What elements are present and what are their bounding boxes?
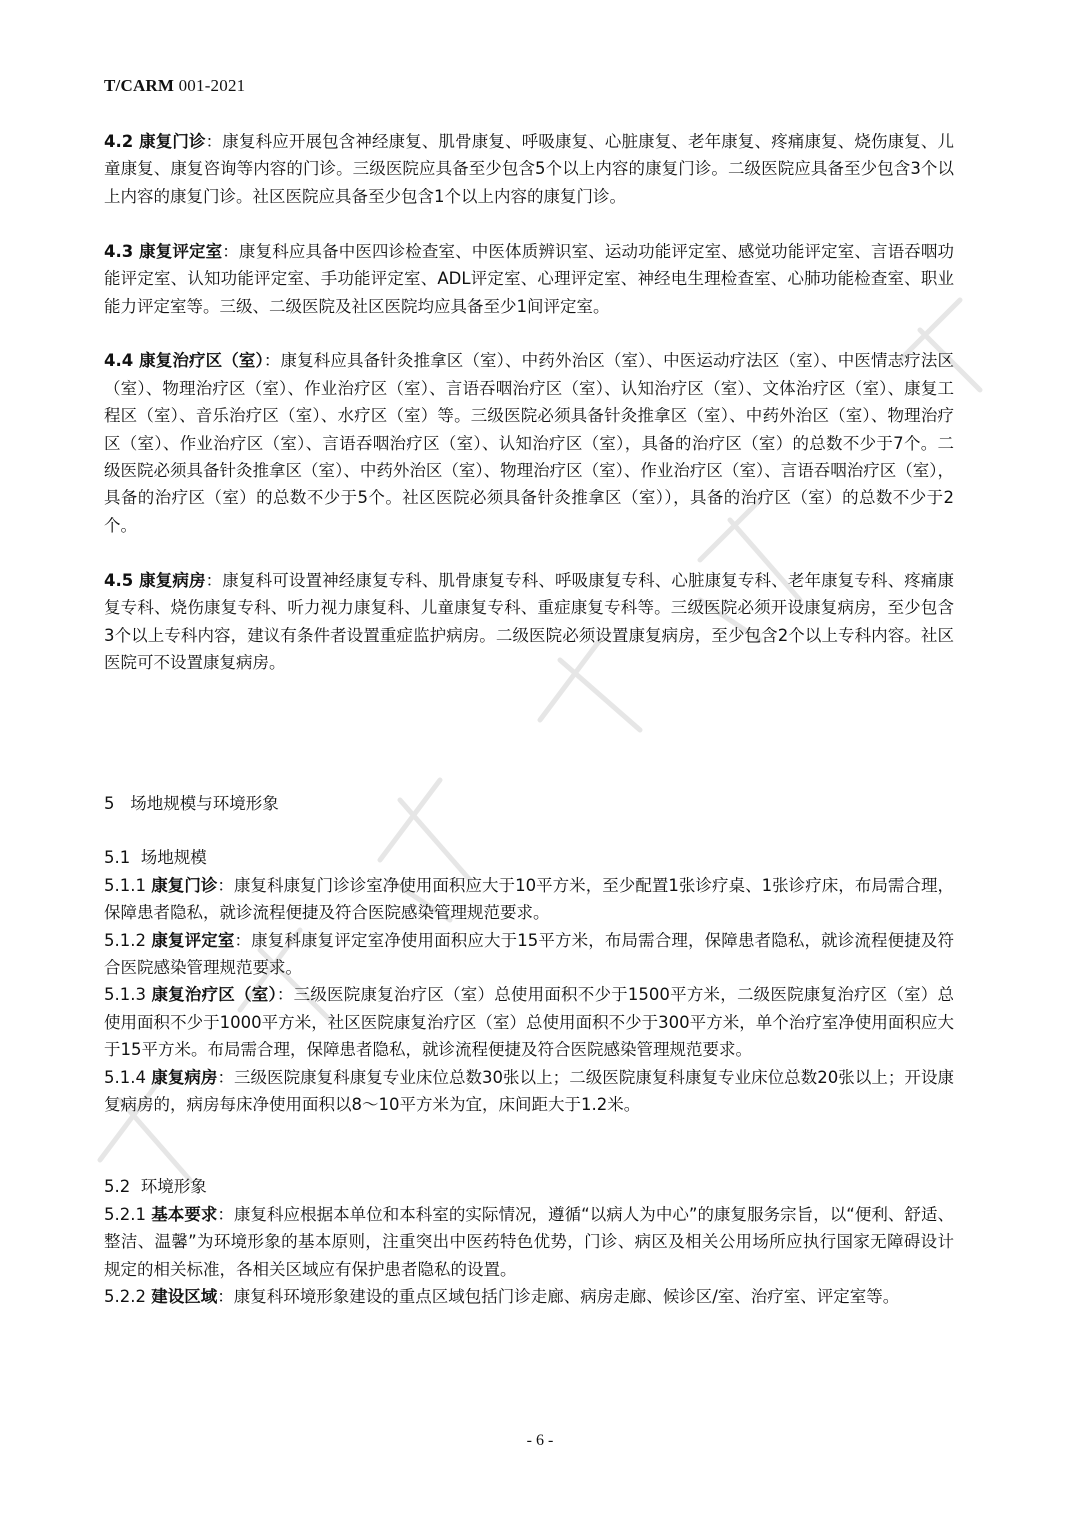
section-4-2 (104, 128, 954, 210)
section-4-5 (104, 567, 954, 677)
section-keyword-text: 康复评定室 (139, 241, 223, 261)
section-number: 5.1.4 (104, 1067, 146, 1087)
section-keyword-text: 康复病房 (151, 1067, 218, 1087)
section-number: 4.2 (104, 132, 134, 151)
section-number: 4.4 (104, 351, 134, 371)
section-5-1-1 (104, 872, 954, 927)
section-text: ：康复科应具备中医四诊检查室、中医体质辨识室、运动功能评定室、感觉功能评定室、言语吞咽功能评定室、认知功能评定室、手功能评定室、ADL评定室、心理评定室、神经电生理检查室、心肺功能检查室、职业能力评定室等。三级、二级医院及社区医院均应具备至少1间评定室。 (104, 241, 955, 316)
section-text: ：康复科康复门诊诊室净使用面积应大于10平方米，至少配置1张诊疗桌、1张诊疗床，布局需合理，保障患者隐私，就诊流程便捷及符合医院感染管理规范要求。 (104, 875, 954, 923)
section-text: ：三级医院康复科康复专业床位总数30张以上；二级医院康复科康复专业床位总数20张以上；开设康复病房的，病房每床净使用面积以8～10平方米为宜，床间距大于1.2米。 (104, 1067, 955, 1114)
section-number: 5.1 (104, 848, 131, 868)
section-number: 5.2.1 (104, 1204, 146, 1224)
section-keyword-text: 康复病房 (139, 570, 206, 590)
section-text: ：康复科应开展包含神经康复、肌骨康复、呼吸康复、心脏康复、老年康复、疼痛康复、烧伤康复、儿童康复、康复咨询等内容的门诊。三级医院应具备至少包含5个以上内容的康复门诊。二级医院应具备至少包含3个以上内容的康复门诊。社区医院应具备至少包含1个以上内容的康复门诊。 (104, 132, 955, 206)
section-keyword-text: 康复门诊 (139, 132, 206, 151)
section-number: 5.2 (104, 1177, 131, 1197)
section-keyword-text: 康复治疗区（室） (151, 985, 277, 1005)
page-number: - 6 - (526, 1432, 554, 1449)
section-number: 5.2.2 (104, 1287, 146, 1306)
section-5-1-4 (104, 1064, 954, 1119)
chapter-title: 场地规模与环境形象 (130, 793, 279, 813)
section-text: ：康复科应具备针灸推拿区（室）、中药外治区（室）、中医运动疗法区（室）、中医情志疗法区（室）、物理治疗区（室）、作业治疗区（室）、言语吞咽治疗区（室）、认知治疗区（室）、文体治疗区（室）、康复工程区（室）、音乐治疗区（室）、水疗区（室）等。三级医院必须具备针灸推拿区（室）、中药外治区（室）、物理治疗区（室）、作业治疗区（室）、言语吞咽治疗区（室）、认知治疗区（室），具备的治疗区（室）的总数不少于7个。二级医院必须具备针灸推拿区（室）、中药外治区（室）、物理治疗区（室）、作业治疗区（室）、言语吞咽治疗区（室），具备的治疗区（室）的总数不少于5个。社区医院必须具备针灸推拿区（室）），具备的治疗区（室）的总数不少于2个。 (104, 351, 955, 535)
section-title: 场地规模 (140, 848, 207, 868)
section-4-4 (104, 347, 954, 539)
section-keyword-text: 康复治疗区（室） (139, 351, 264, 371)
section-number: 5.1.3 (104, 985, 146, 1005)
section-keyword-text: 康复门诊 (151, 875, 218, 895)
section-5-1-2 (104, 927, 954, 982)
section-5-1-heading (104, 844, 954, 871)
section-5-2-1 (104, 1201, 954, 1283)
section-keyword-text: 康复评定室 (151, 930, 235, 950)
section-text: ：康复科环境形象建设的重点区域包括门诊走廊、病房走廊、候诊区/室、治疗室、评定室等。 (217, 1287, 900, 1306)
section-5-2-2 (104, 1283, 954, 1310)
section-text: ：康复科应根据本单位和本科室的实际情况，遵循“以病人为中心”的康复服务宗旨，以“便利、舒适、整洁、温馨”为环境形象的基本原则，注重突出中医药特色优势，门诊、病区及相关公用场所应执行国家无障碍设计规定的相关标准，各相关区域应有保护患者隐私的设置。 (104, 1204, 954, 1279)
section-5-2-heading (104, 1173, 954, 1200)
section-keyword-text: 建设区域 (151, 1287, 218, 1306)
section-number: 4.5 (104, 570, 134, 590)
section-5-1-3 (104, 981, 954, 1063)
section-text: ：三级医院康复治疗区（室）总使用面积不少于1500平方米，二级医院康复治疗区（室）总使用面积不少于1000平方米，社区医院康复治疗区（室）总使用面积不少于300平方米，单个治疗室净使用面积应大于15平方米。布局需合理，保障患者隐私，就诊流程便捷及符合医院感染管理规范要求。 (104, 985, 955, 1060)
section-text: ：康复科康复评定室净使用面积应大于15平方米，布局需合理，保障患者隐私，就诊流程便捷及符合医院感染管理规范要求。 (104, 930, 955, 977)
document-code-header: T/CARM 001-2021 (104, 76, 246, 95)
section-title: 环境形象 (140, 1177, 207, 1197)
section-number: 4.3 (104, 241, 134, 261)
chapter-5-heading (104, 790, 954, 817)
section-keyword-text: 基本要求 (151, 1204, 218, 1224)
section-number: 5.1.1 (104, 875, 146, 895)
section-number: 5.1.2 (104, 930, 146, 950)
section-text: ：康复科可设置神经康复专科、肌骨康复专科、呼吸康复专科、心脏康复专科、老年康复专科、疼痛康复专科、烧伤康复专科、听力视力康复科、儿童康复专科、重症康复专科等。三级医院必须开设康复病房，至少包含3个以上专科内容，建议有条件者设置重症监护病房。二级医院必须设置康复病房，至少包含2个以上专科内容。社区医院可不设置康复病房。 (104, 570, 955, 672)
chapter-number: 5 (104, 793, 115, 813)
section-4-3 (104, 238, 954, 320)
document-body (104, 128, 954, 1310)
